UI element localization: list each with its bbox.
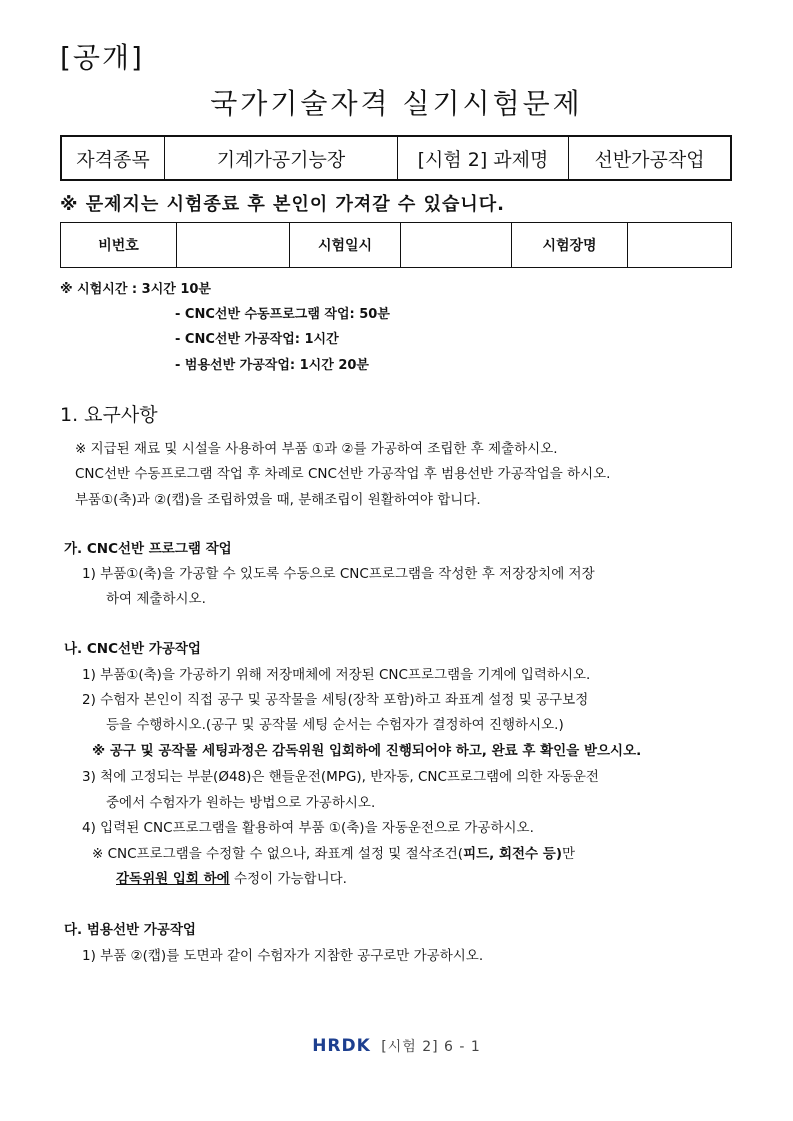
qualification-value: 기계가공기능장 xyxy=(165,136,398,180)
note-line xyxy=(92,842,575,862)
instruction-line: 1) 부품①(축)을 가공하기 위해 저장매체에 저장된 CNC프로그램을 기계에 입력하시오. xyxy=(82,667,591,683)
public-tag: [공개] xyxy=(60,41,144,74)
exam-site-field[interactable] xyxy=(628,223,732,268)
instruction-line: 4) 입력된 CNC프로그램을 활용하여 부품 ①(축)을 자동운전으로 가공하시오. xyxy=(82,820,534,836)
section-title: 1. 요구사항 xyxy=(60,404,158,426)
page-footer xyxy=(0,1036,793,1056)
instruction-line: 2) 수험자 본인이 직접 공구 및 공작물을 세팅(장착 포함)하고 좌표계 설정 및 공구보정 xyxy=(82,692,589,708)
instruction-line: 1) 부품 ②(캡)를 도면과 같이 수험자가 지참한 공구로만 가공하시오. xyxy=(82,948,484,964)
exam-info-table xyxy=(60,222,732,268)
note-text: 만 xyxy=(562,846,576,862)
document-title: 국가기술자격 실기시험문제 xyxy=(210,87,583,120)
page-number: [시험 2] 6 - 1 xyxy=(381,1039,481,1055)
note-line xyxy=(116,867,347,887)
requirement-line: 부품①(축)과 ②(캡)을 조립하였을 때, 분해조립이 원활하여야 합니다. xyxy=(75,492,481,508)
note-text: ※ CNC프로그램을 수정할 수 없으나, 좌표계 설정 및 절삭조건( xyxy=(92,846,464,862)
instruction-line: 3) 척에 고정되는 부분(Ø48)은 핸들운전(MPG), 반자동, CNC프로그램에 의한 자동운전 xyxy=(82,769,599,785)
hrdk-logo: HRDK xyxy=(312,1036,371,1056)
exam-time-total: ※ 시험시간 : 3시간 10분 xyxy=(60,282,211,297)
instruction-line: 등을 수행하시오.(공구 및 공작물 세팅 순서는 수험자가 결정하여 진행하시오.) xyxy=(106,717,564,733)
subsection-title: 다. 범용선반 가공작업 xyxy=(64,922,196,938)
subsection-title: 나. CNC선반 가공작업 xyxy=(64,641,201,657)
requirement-line: ※ 지급된 재료 및 시설을 사용하여 부품 ①과 ②를 가공하여 조립한 후 제출하시오. xyxy=(75,441,558,457)
label-task: [시험 2] 과제명 xyxy=(398,136,569,180)
task-value: 선반가공작업 xyxy=(569,136,732,180)
seat-number-field[interactable] xyxy=(177,223,290,268)
exam-date-field[interactable] xyxy=(401,223,512,268)
subsection-title: 가. CNC선반 프로그램 작업 xyxy=(64,541,232,557)
label-qualification: 자격종목 xyxy=(61,136,165,180)
note-bold: 피드, 회전수 등) xyxy=(463,846,563,862)
requirement-line: CNC선반 수동프로그램 작업 후 차례로 CNC선반 가공작업 후 범용선반 가공작업을 하시오. xyxy=(75,466,611,482)
exam-time-item: - 범용선반 가공작업: 1시간 20분 xyxy=(175,358,369,373)
instruction-line: 1) 부품①(축)을 가공할 수 있도록 수동으로 CNC프로그램을 작성한 후 저장장치에 저장 xyxy=(82,566,595,582)
note-underline: 감독위원 입회 하에 xyxy=(116,871,230,887)
warning-line: ※ 공구 및 공작물 세팅과정은 감독위원 입회하에 진행되어야 하고, 완료 후 확인을 받으시오. xyxy=(92,743,642,759)
qualification-table xyxy=(60,135,732,181)
label-seat-number: 비번호 xyxy=(61,223,177,268)
exam-time-item: - CNC선반 수동프로그램 작업: 50분 xyxy=(175,307,390,322)
exam-time-item: - CNC선반 가공작업: 1시간 xyxy=(175,332,339,347)
notice: ※ 문제지는 시험종료 후 본인이 가져갈 수 있습니다. xyxy=(60,194,505,215)
instruction-line: 하여 제출하시오. xyxy=(106,591,206,607)
label-exam-date: 시험일시 xyxy=(290,223,401,268)
label-exam-site: 시험장명 xyxy=(512,223,628,268)
instruction-line: 중에서 수험자가 원하는 방법으로 가공하시오. xyxy=(106,795,376,811)
note-text: 수정이 가능합니다. xyxy=(229,871,347,887)
